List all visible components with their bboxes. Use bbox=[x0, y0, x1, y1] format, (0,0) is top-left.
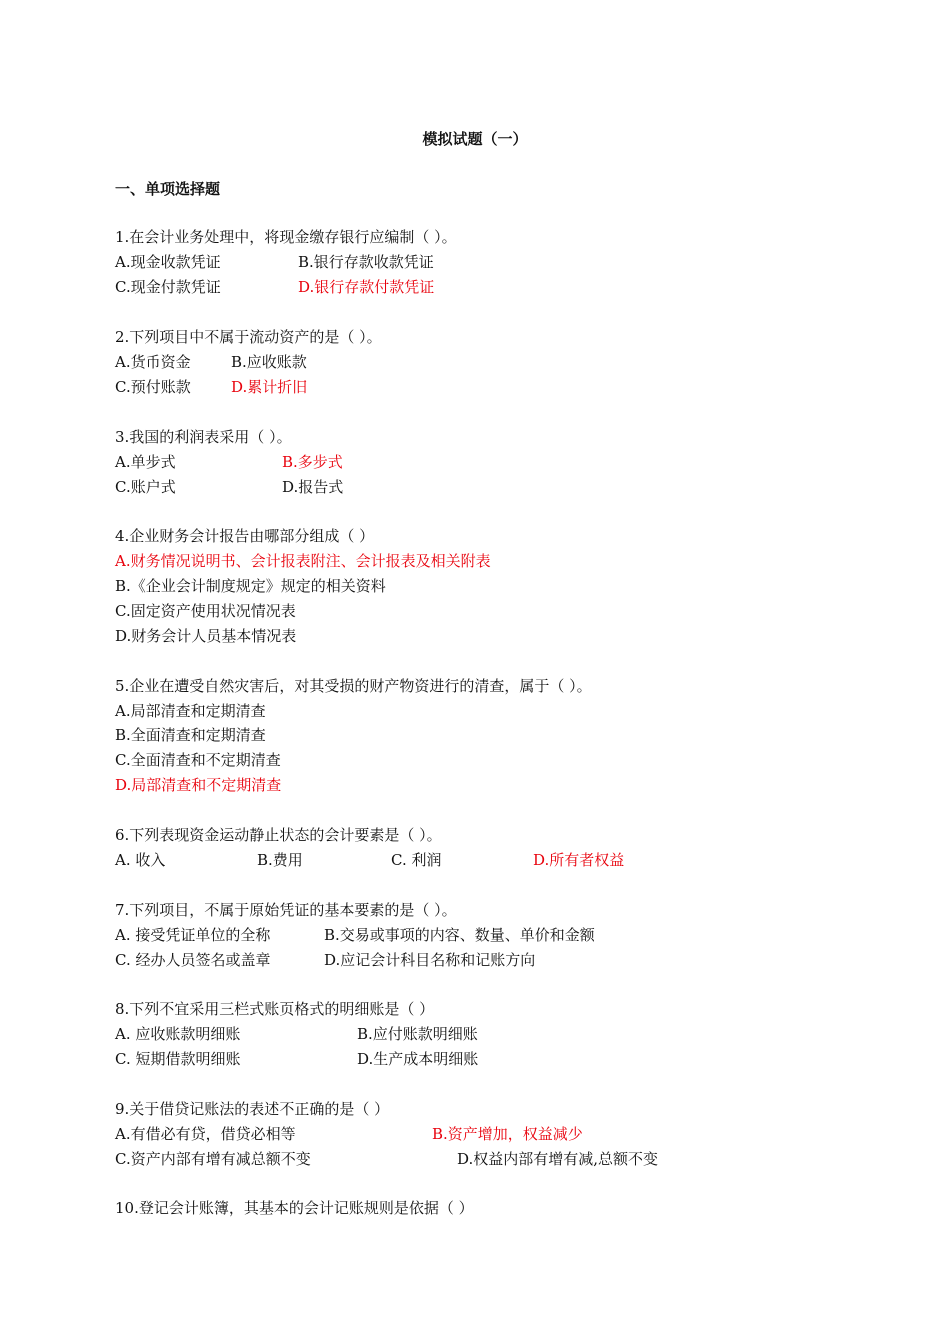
question-9 bbox=[0, 1097, 950, 1121]
question-5-option-c bbox=[0, 748, 950, 772]
question-8 bbox=[0, 997, 950, 1021]
question-5-option-b bbox=[0, 723, 950, 747]
option-d-correct-answer: D.局部清查和不定期清查 bbox=[115, 776, 282, 794]
option-c: C. 利润 bbox=[391, 851, 442, 869]
option-a: A.有借必有贷，借贷必相等 bbox=[115, 1125, 296, 1143]
question-3-options-row-1 bbox=[0, 450, 950, 474]
question-4-option-c bbox=[0, 599, 950, 623]
option-b: B.费用 bbox=[257, 851, 303, 869]
question-stem: 1.在会计业务处理中，将现金缴存银行应编制（ ）。 bbox=[115, 228, 457, 246]
question-1-options-row-1 bbox=[0, 250, 950, 274]
option-b: B.应付账款明细账 bbox=[357, 1025, 478, 1043]
question-4-option-d bbox=[0, 624, 950, 648]
question-2-options-row-2 bbox=[0, 375, 950, 399]
question-2-options-row-1 bbox=[0, 350, 950, 374]
option-b: B.交易或事项的内容、数量、单价和金额 bbox=[324, 926, 595, 944]
option-c: C.预付账款 bbox=[115, 378, 191, 396]
page-title: 模拟试题（一） bbox=[422, 130, 528, 148]
option-c: C.资产内部有增有减总额不变 bbox=[115, 1150, 311, 1168]
question-stem: 8.下列不宜采用三栏式账页格式的明细账是（ ） bbox=[115, 1000, 435, 1018]
question-stem: 3.我国的利润表采用（ ）。 bbox=[115, 428, 292, 446]
question-8-options-row-1 bbox=[0, 1022, 950, 1046]
question-stem: 9.关于借贷记账法的表述不正确的是（ ） bbox=[115, 1100, 390, 1118]
option-d: D.应记会计科目名称和记账方向 bbox=[324, 951, 536, 969]
question-2 bbox=[0, 325, 950, 349]
option-b: B.应收账款 bbox=[231, 353, 307, 371]
question-5 bbox=[0, 674, 950, 698]
option-d-correct-answer: D.累计折旧 bbox=[231, 378, 308, 396]
question-9-options-row-1 bbox=[0, 1122, 950, 1146]
option-a-correct-answer: A.财务情况说明书、会计报表附注、会计报表及相关附表 bbox=[115, 552, 491, 570]
option-a: A. 应收账款明细账 bbox=[115, 1025, 241, 1043]
option-d: D.财务会计人员基本情况表 bbox=[115, 627, 297, 645]
question-stem: 2.下列项目中不属于流动资产的是（ ）。 bbox=[115, 328, 382, 346]
section-heading: 一、单项选择题 bbox=[115, 180, 221, 198]
question-stem: 10.登记会计账簿，其基本的会计记账规则是依据（ ） bbox=[115, 1199, 474, 1217]
option-d: D.生产成本明细账 bbox=[357, 1050, 479, 1068]
option-b: B.《企业会计制度规定》规定的相关资料 bbox=[115, 577, 386, 595]
question-7 bbox=[0, 898, 950, 922]
question-10 bbox=[0, 1196, 950, 1220]
question-4 bbox=[0, 524, 950, 548]
option-a: A.现金收款凭证 bbox=[115, 253, 221, 271]
question-1 bbox=[0, 225, 950, 249]
option-c: C.现金付款凭证 bbox=[115, 278, 221, 296]
option-b: B.银行存款收款凭证 bbox=[298, 253, 434, 271]
question-stem: 5.企业在遭受自然灾害后，对其受损的财产物资进行的清查，属于（ ）。 bbox=[115, 677, 592, 695]
option-c: C.固定资产使用状况情况表 bbox=[115, 602, 296, 620]
option-b: B.全面清查和定期清查 bbox=[115, 726, 266, 744]
question-4-option-b bbox=[0, 574, 950, 598]
option-a: A. 收入 bbox=[115, 851, 166, 869]
option-c: C.全面清查和不定期清查 bbox=[115, 751, 281, 769]
question-5-option-a bbox=[0, 699, 950, 723]
option-c: C. 短期借款明细账 bbox=[115, 1050, 241, 1068]
question-6 bbox=[0, 823, 950, 847]
option-d: D.权益内部有增有减,总额不变 bbox=[457, 1150, 659, 1168]
option-b-correct-answer: B.资产增加，权益减少 bbox=[432, 1125, 583, 1143]
option-a: A.局部清查和定期清查 bbox=[115, 702, 266, 720]
question-1-options-row-2 bbox=[0, 275, 950, 299]
option-d-correct-answer: D.所有者权益 bbox=[533, 851, 625, 869]
question-6-options bbox=[0, 848, 950, 872]
option-a: A.单步式 bbox=[115, 453, 176, 471]
question-8-options-row-2 bbox=[0, 1047, 950, 1071]
option-c: C.账户式 bbox=[115, 478, 176, 496]
question-stem: 6.下列表现资金运动静止状态的会计要素是（ ）。 bbox=[115, 826, 442, 844]
question-stem: 7.下列项目，不属于原始凭证的基本要素的是（ ）。 bbox=[115, 901, 457, 919]
question-stem: 4.企业财务会计报告由哪部分组成（ ） bbox=[115, 527, 375, 545]
option-b-correct-answer: B.多步式 bbox=[282, 453, 343, 471]
option-a: A. 接受凭证单位的全称 bbox=[115, 926, 271, 944]
option-a: A.货币资金 bbox=[115, 353, 191, 371]
question-7-options-row-1 bbox=[0, 923, 950, 947]
option-c: C. 经办人员签名或盖章 bbox=[115, 951, 271, 969]
question-3-options-row-2 bbox=[0, 475, 950, 499]
question-4-option-a bbox=[0, 549, 950, 573]
question-9-options-row-2 bbox=[0, 1147, 950, 1171]
question-5-option-d bbox=[0, 773, 950, 797]
question-7-options-row-2 bbox=[0, 948, 950, 972]
question-3 bbox=[0, 425, 950, 449]
option-d: D.报告式 bbox=[282, 478, 344, 496]
option-d-correct-answer: D.银行存款付款凭证 bbox=[298, 278, 435, 296]
